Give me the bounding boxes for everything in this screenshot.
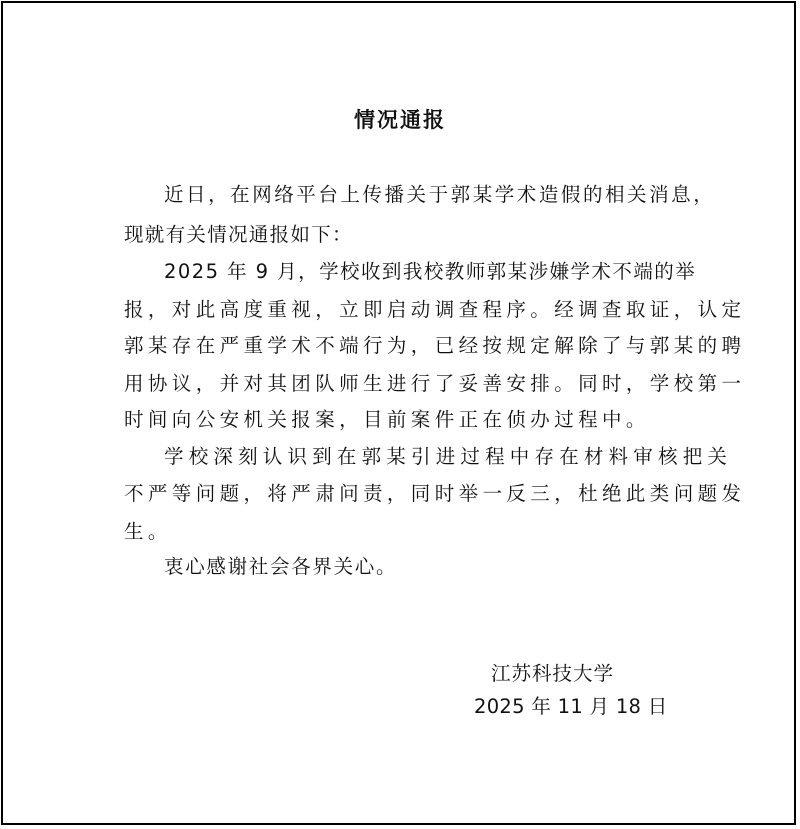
paragraph-1-line-2: 现就有关情况通报如下： xyxy=(124,223,353,246)
notice-title: 情况通报 xyxy=(354,108,446,132)
signature-org: 江苏科技大学 xyxy=(491,662,615,685)
paragraph-4-line-1: 衷心感谢社会各界关心。 xyxy=(164,555,398,578)
paragraph-2-line-2: 报，对此高度重视，立即启动调查程序。经调查取证，认定 xyxy=(124,298,746,321)
paragraph-3-line-3: 生。 xyxy=(124,520,172,543)
paragraph-2-line-5: 时间向公安机关报案，目前案件正在侦办过程中。 xyxy=(124,408,650,431)
paragraph-3-line-2: 不严等问题，将严肃问责，同时举一反三，杜绝此类问题发 xyxy=(124,482,746,505)
paragraph-1-line-1: 近日，在网络平台上传播关于郭某学术造假的相关消息， xyxy=(164,183,716,206)
paragraph-2-line-1: 2025 年 9 月，学校收到我校教师郭某涉嫌学术不端的举 xyxy=(164,260,697,283)
paragraph-2-line-3: 郭某存在严重学术不端行为，已经按规定解除了与郭某的聘 xyxy=(124,334,746,357)
signature-date: 2025 年 11 月 18 日 xyxy=(474,695,668,718)
paragraph-3-line-1: 学校深刻认识到在郭某引进过程中存在材料审核把关 xyxy=(164,445,733,468)
paragraph-2-line-4: 用协议，并对其团队师生进行了妥善安排。同时，学校第一 xyxy=(124,372,746,395)
